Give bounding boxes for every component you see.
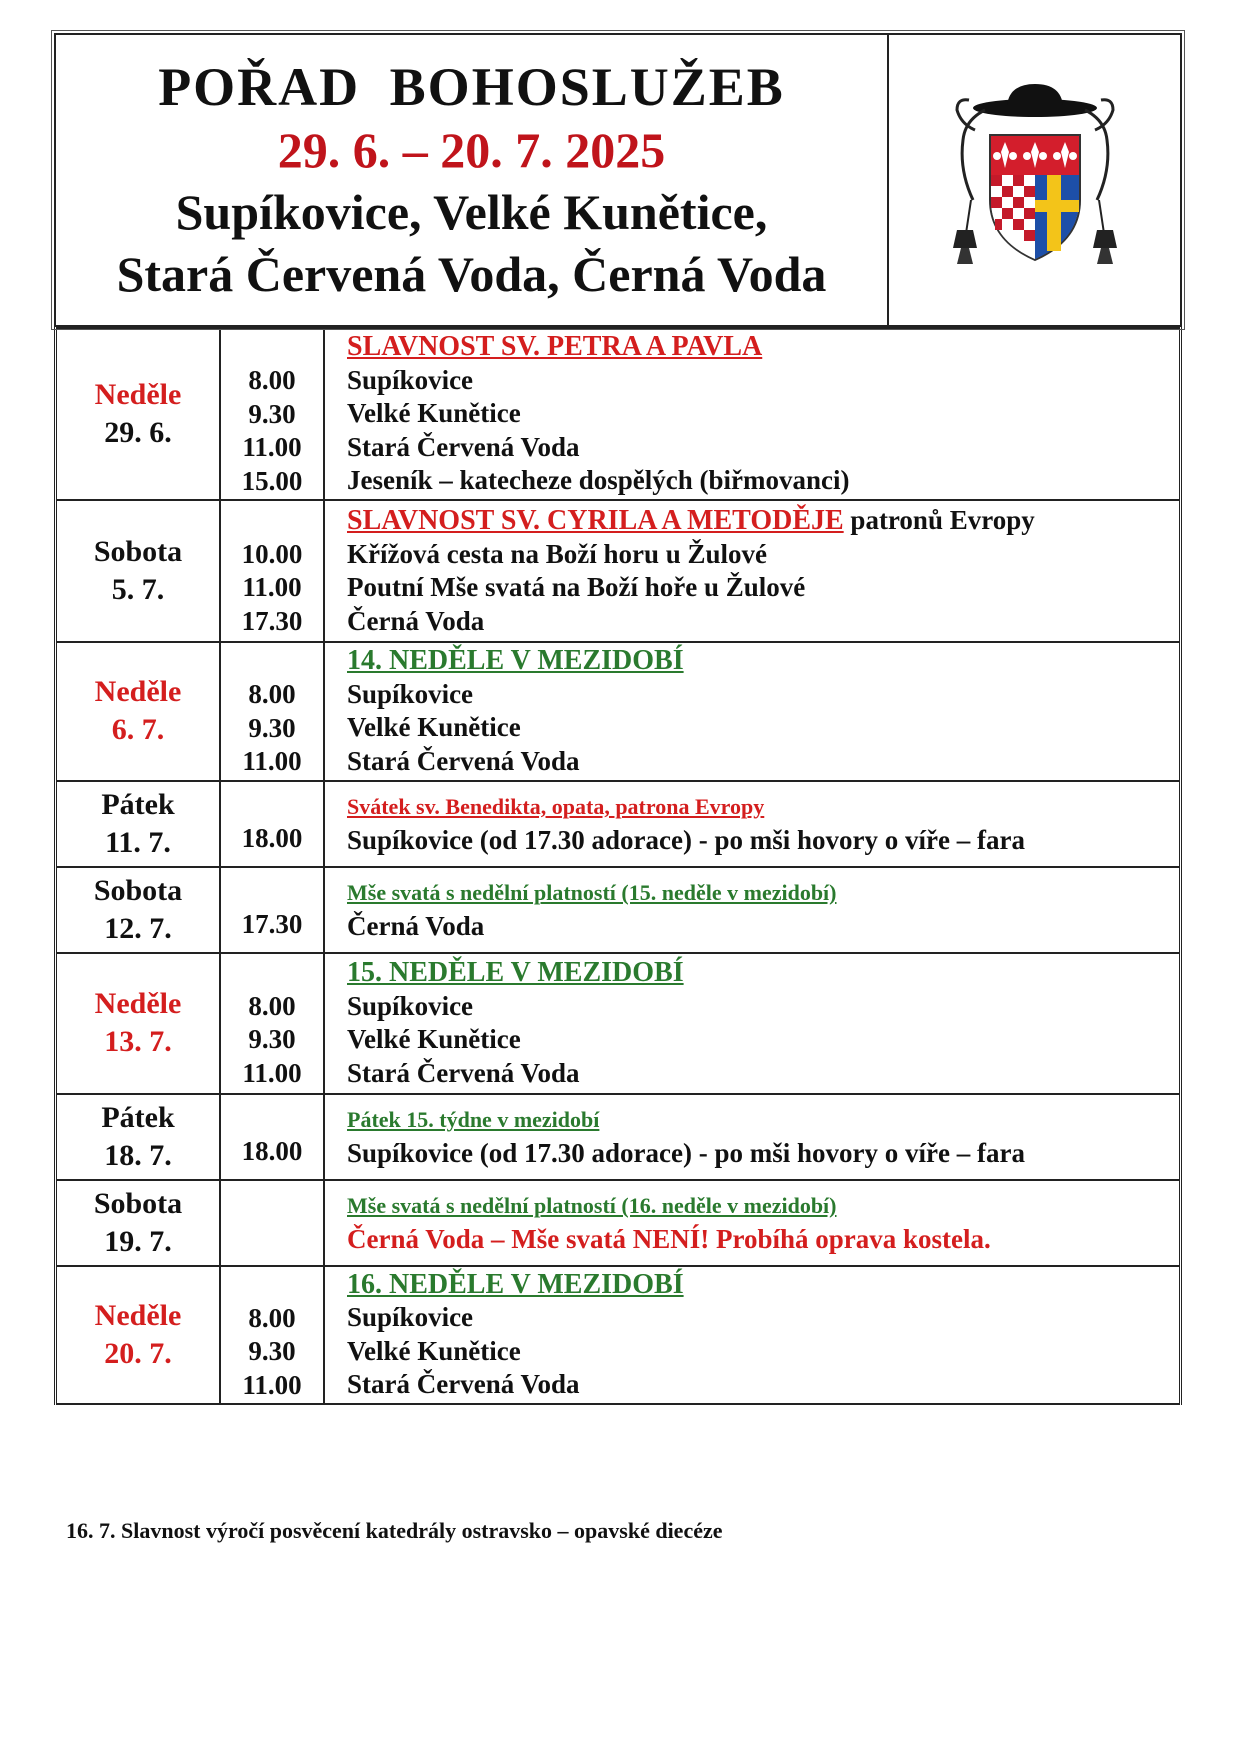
- day-name: Neděle: [94, 987, 182, 1020]
- day-date: 6. 7.: [111, 713, 165, 747]
- place: Černá Voda: [347, 910, 485, 941]
- place: Supíkovice: [347, 678, 474, 709]
- day-date: 5. 7.: [111, 573, 165, 606]
- day-cell: [56, 781, 221, 867]
- table-row: [56, 867, 1181, 953]
- place: Supíkovice: [347, 990, 474, 1021]
- day-cell: [56, 328, 221, 500]
- feast-heading: SLAVNOST SV. CYRILA A METODĚJE: [347, 505, 844, 536]
- sunday-heading: 15. NEDĚLE V MEZIDOBÍ: [347, 957, 684, 988]
- weekday-heading: Pátek 15. týdne v mezidobí: [347, 1107, 600, 1132]
- time-cell: [220, 953, 324, 1094]
- time: 11.00: [242, 746, 302, 776]
- feast-heading-suffix: patronů Evropy: [843, 505, 1035, 535]
- day-name: Neděle: [94, 1298, 182, 1332]
- document-frame: [54, 33, 1182, 1405]
- time: 11.00: [242, 572, 302, 603]
- feast-heading: Svátek sv. Benedikta, opata, patrona Evropy: [347, 794, 765, 819]
- time: 8.00: [248, 990, 296, 1021]
- time-cell: [220, 500, 324, 642]
- feast-heading: SLAVNOST SV. PETRA A PAVLA: [347, 331, 763, 363]
- table-row: [56, 1180, 1181, 1266]
- time: 17.30: [241, 605, 303, 636]
- time: 9.30: [248, 712, 296, 743]
- time-cell: [220, 867, 324, 953]
- desc-cell: [324, 1266, 1181, 1405]
- table-row: [56, 642, 1181, 781]
- coat-of-arms-cell: [889, 35, 1180, 325]
- day-name: Sobota: [93, 873, 183, 907]
- time: 9.30: [248, 398, 296, 429]
- time: 15.00: [241, 465, 303, 496]
- table-row: [56, 1094, 1181, 1180]
- day-date: 20. 7.: [104, 1336, 172, 1370]
- day-name: Pátek: [101, 1100, 175, 1134]
- time-cell: [220, 328, 324, 500]
- day-date: 18. 7.: [104, 1138, 172, 1172]
- coat-of-arms-icon: [935, 80, 1135, 280]
- day-date: 13. 7.: [104, 1025, 172, 1058]
- place: Velké Kunětice: [347, 1024, 521, 1054]
- table-row: [56, 500, 1181, 642]
- table-row: [56, 781, 1181, 867]
- time: 11.00: [242, 432, 302, 462]
- place: Velké Kunětice: [347, 398, 521, 429]
- day-name: Pátek: [101, 787, 175, 821]
- table-row: [56, 953, 1181, 1094]
- time-cell: [220, 642, 324, 781]
- mass-heading: Mše svatá s nedělní platností (16. neděle v mezidobí): [347, 1193, 837, 1218]
- day-cell: [56, 500, 221, 642]
- footnote: 16. 7. Slavnost výročí posvěcení katedrály ostravsko – opavské diecéze: [66, 1518, 723, 1543]
- day-cell: [56, 1180, 221, 1266]
- desc-cell: [324, 1094, 1181, 1180]
- time: 8.00: [248, 365, 296, 395]
- place: Poutní Mše svatá na Boží hoře u Žulové: [347, 572, 806, 602]
- time: 17.30: [241, 908, 303, 939]
- time: 9.30: [248, 1336, 296, 1366]
- desc-cell: [324, 953, 1181, 1094]
- desc-cell: [324, 781, 1181, 867]
- place: Supíkovice: [347, 364, 474, 395]
- header-text: [56, 35, 889, 325]
- place: Supíkovice: [347, 1302, 474, 1333]
- place: Stará Červená Voda: [347, 745, 580, 776]
- time: 8.00: [248, 1302, 296, 1333]
- parishes-line-1: Supíkovice, Velké Kunětice,: [175, 184, 768, 240]
- desc-cell: [324, 500, 1181, 642]
- schedule-table: [54, 327, 1182, 1405]
- day-cell: [56, 867, 221, 953]
- place: Velké Kunětice: [347, 712, 521, 743]
- desc-cell: [324, 328, 1181, 500]
- day-name: Sobota: [93, 535, 183, 568]
- day-date: 11. 7.: [105, 825, 171, 859]
- desc-cell: [324, 642, 1181, 781]
- place: Stará Červená Voda: [347, 1057, 580, 1088]
- place: Velké Kunětice: [347, 1335, 521, 1366]
- desc-cell: [324, 867, 1181, 953]
- day-cell: [56, 642, 221, 781]
- place: Stará Červená Voda: [347, 431, 580, 462]
- page-title: POŘAD BOHOSLUŽEB: [158, 57, 785, 117]
- time: 8.00: [248, 679, 296, 709]
- place: Černá Voda: [347, 605, 485, 636]
- day-date: 29. 6.: [104, 416, 172, 449]
- day-date: 19. 7.: [104, 1224, 172, 1258]
- place: Stará Červená Voda: [347, 1369, 580, 1400]
- desc-cell: [324, 1180, 1181, 1266]
- time-cell: [220, 1266, 324, 1405]
- table-row: [56, 328, 1181, 500]
- date-range: 29. 6. – 20. 7. 2025: [277, 122, 666, 178]
- place: Křížová cesta na Boží horu u Žulové: [347, 538, 767, 569]
- time: 18.00: [241, 1135, 303, 1166]
- day-cell: [56, 1266, 221, 1405]
- time: 11.00: [242, 1369, 302, 1400]
- mass-heading: Mše svatá s nedělní platností (15. neděle v mezidobí): [347, 880, 837, 905]
- time: 9.30: [248, 1024, 296, 1055]
- parishes-line-2: Stará Červená Voda, Černá Voda: [116, 246, 827, 302]
- place: Supíkovice (od 17.30 adorace) - po mši hovory o víře – fara: [347, 824, 1025, 855]
- table-row: [56, 1266, 1181, 1405]
- day-cell: [56, 953, 221, 1094]
- day-name: Neděle: [94, 675, 182, 709]
- day-name: Neděle: [94, 378, 182, 411]
- time-cell: [220, 781, 324, 867]
- day-cell: [56, 1094, 221, 1180]
- header-box: [54, 33, 1182, 327]
- time-cell: [220, 1094, 324, 1180]
- sunday-heading: 14. NEDĚLE V MEZIDOBÍ: [347, 645, 684, 677]
- day-date: 12. 7.: [104, 911, 172, 945]
- cancellation-notice: Černá Voda – Mše svatá NENÍ! Probíhá oprava kostela.: [347, 1223, 991, 1254]
- place: Supíkovice (od 17.30 adorace) - po mši hovory o víře – fara: [347, 1137, 1025, 1168]
- place: Jeseník – katecheze dospělých (biřmovanci): [347, 465, 850, 496]
- sunday-heading: 16. NEDĚLE V MEZIDOBÍ: [347, 1268, 684, 1300]
- time-cell: [220, 1180, 324, 1266]
- day-name: Sobota: [93, 1186, 183, 1220]
- time: 18.00: [241, 822, 303, 853]
- time: 11.00: [242, 1057, 302, 1088]
- time: 10.00: [241, 538, 303, 569]
